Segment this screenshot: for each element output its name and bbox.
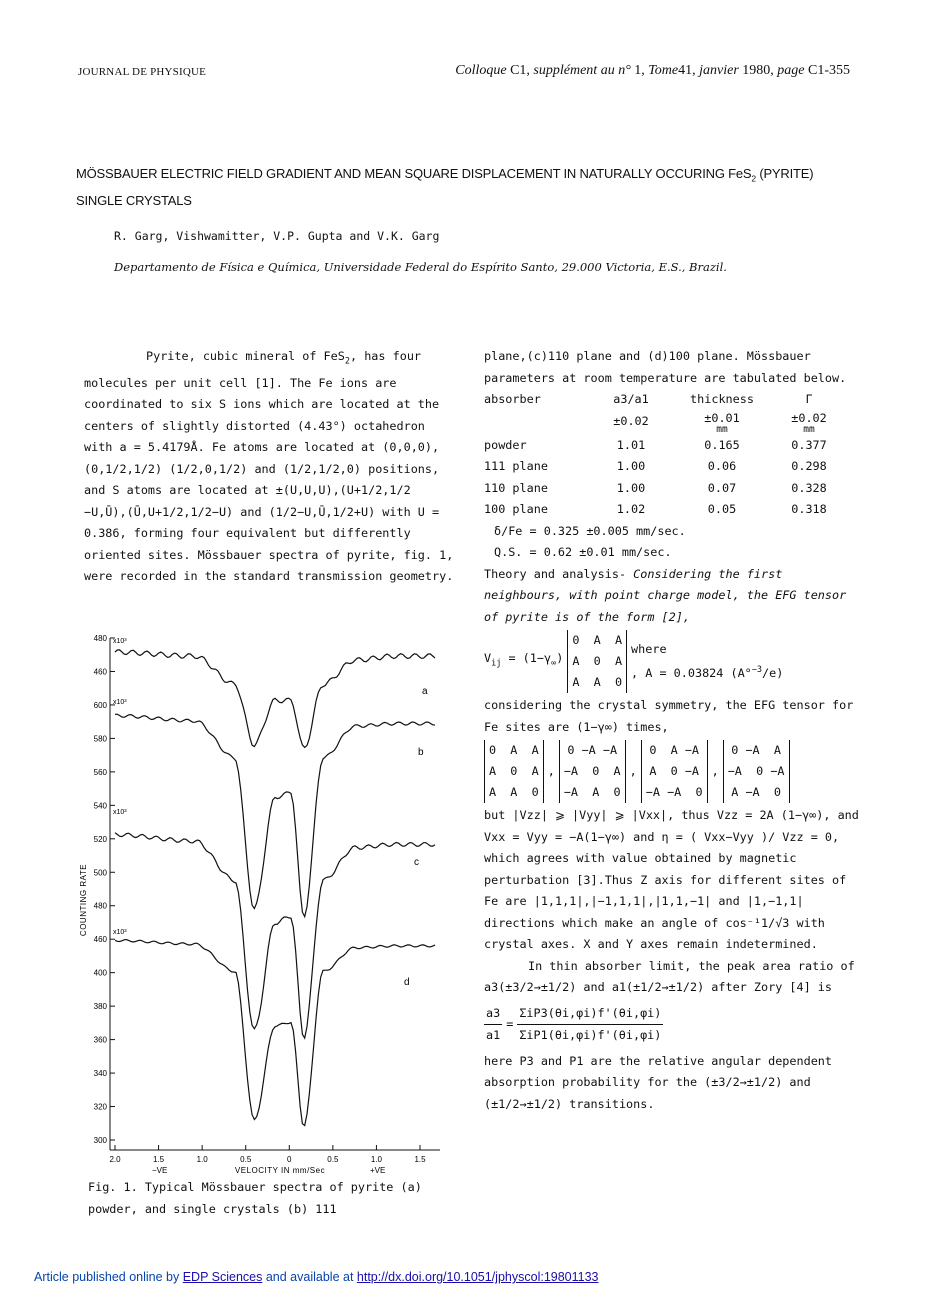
scale-label: x10³ xyxy=(113,699,127,706)
y-tick-label: 380 xyxy=(93,1002,107,1012)
symmetry-paragraph: considering the crystal symmetry, the EFG tensor for Fe sites are (1−γ∞) times, xyxy=(484,698,854,734)
site-matrix-1: 0 A A A 0 A A A 0 xyxy=(484,740,544,803)
curve-label: c xyxy=(414,857,419,868)
x-tick-label: 1.0 xyxy=(196,1155,208,1164)
y-tick-label: 600 xyxy=(93,700,107,710)
issue-info: Colloque C1, supplément au n° 1, Tome41, janvier 1980, page C1-355 xyxy=(455,63,850,78)
table-row: powder 1.01 0.165 0.377 xyxy=(484,437,827,452)
table-header: thickness xyxy=(690,392,754,406)
left-column xyxy=(84,346,456,588)
right-column xyxy=(484,346,864,1115)
isomer-shift: δ/Fe = 0.325 ±0.005 mm/sec. xyxy=(494,523,686,538)
quadrupole-splitting: Q.S. = 0.62 ±0.01 mm/sec. xyxy=(494,545,672,559)
x-tick-label: 1.5 xyxy=(153,1155,165,1164)
table-header: absorber xyxy=(484,392,541,406)
doi-link[interactable]: http://dx.doi.org/10.1051/jphyscol:19801133 xyxy=(356,1270,599,1284)
y-tick-label: 460 xyxy=(93,935,107,945)
y-tick-label: 320 xyxy=(93,1102,107,1112)
scale-label: x10³ xyxy=(113,809,127,816)
y-tick-label: 340 xyxy=(93,1069,107,1079)
x-tick-label: 0.5 xyxy=(240,1155,252,1164)
site-tensors: 0 A A A 0 A A A 0 , 0 −A −A −A 0 A −A A 0 , 0 A −A A 0 −A −A −A 0 , 0 −A A −A 0 −A A −A 0 xyxy=(484,740,864,803)
parameter-table xyxy=(484,389,844,521)
affiliation: Departamento de Física e Química, Universidade Federal do Espírito Santo, 29.000 Victoria, E.S., Brazil. xyxy=(114,260,727,274)
results-paragraph: but |Vzz| ⩾ |Vyy| ⩾ |Vxx|, thus Vzz = 2A (1−γ∞), and Vxx = Vyy = −A(1−γ∞) and η = ( Vxx−Vyy )/ Vzz = 0, which agrees with value obtained by magnetic perturbation [3].Thus Z axis for different sites of Fe are |1,1,1|,|−1,1,1|,|1,1,−1| and |1,−1,1| directions which make an angle of cos⁻¹1/√3 with crystal axes. X and Y axes remain indetermined. xyxy=(484,808,859,951)
publisher-link[interactable]: EDP Sciences xyxy=(182,1270,263,1284)
spectrum-line-b xyxy=(115,714,435,916)
efg-tensor-equation: $V_{ij} = (1-\gamma_\infty)$ 0 A A A 0 A A A 0 where , A = 0.03824 (A°$^{-3}$/e) xyxy=(484,630,864,693)
mossbauer-spectra-chart xyxy=(80,630,450,1175)
y-tick-label: 480 xyxy=(93,634,107,643)
intro-continued: plane,(c)110 plane and (d)100 plane. Mössbauer parameters at room temperature are tabulated below. xyxy=(484,349,847,385)
x-label-left: −VE xyxy=(152,1166,168,1175)
figure-caption: Fig. 1. Typical Mössbauer spectra of pyrite (a) powder, and single crystals (b) 111 xyxy=(88,1180,422,1216)
site-matrix-2: 0 −A −A −A 0 A −A A 0 xyxy=(559,740,626,803)
spectrum-line-c xyxy=(115,833,435,1038)
spectrum-line-d xyxy=(115,940,435,1126)
paper-title: MÖSSBAUER ELECTRIC FIELD GRADIENT AND MEAN SQUARE DISPLACEMENT IN NATURALLY OCCURING FeS$_2$ (PYRITE) SINGLE CRYSTALS xyxy=(76,166,814,208)
site-matrix-3: 0 A −A A 0 −A −A −A 0 xyxy=(641,740,708,803)
figure-1 xyxy=(80,630,450,1179)
spectrum-line-a xyxy=(115,650,435,748)
table-header-row xyxy=(484,389,844,411)
x-tick-label: 0.5 xyxy=(327,1155,339,1164)
x-tick-label: 1.0 xyxy=(370,1155,382,1164)
x-tick-label: 0 xyxy=(287,1155,292,1164)
x-label-right: +VE xyxy=(370,1166,386,1175)
x-axis-label: VELOCITY IN mm/Sec xyxy=(234,1166,326,1175)
y-tick-label: 300 xyxy=(93,1136,107,1145)
scale-label: x10³ xyxy=(113,638,127,645)
y-tick-label: 580 xyxy=(93,734,107,744)
theory-paragraph: Theory and analysis- Considering the first neighbours, with point charge model, the EFG tensor of pyrite is of the form [2], xyxy=(484,566,847,624)
journal-name: JOURNAL DE PHYSIQUE xyxy=(78,66,207,78)
y-axis-label: COUNTING RATE xyxy=(79,863,88,937)
intro-paragraph: Pyrite, cubic mineral of FeS$_2$, has four molecules per unit cell [1]. The Fe ions are coordinated to six S ions which are located at the centers of slightly distorted (4.43°) octahedron with a = 5.4179Å. Fe atoms are located at (0,0,0),(0,1/2,1/2) (1/2,0,1/2) and (1/2,1/2,0) positions, and S atoms are located at ±(U,U,U),(U+1/2,1/2 −U,Ū),(Ū,U+1/2,1/2−U) and (1/2−U,Ū,1/2+U) with U = 0.386, forming four equivalent but differently oriented sites. Mössbauer spectra of pyrite, fig. 1, were recorded in the standard transmission geometry. xyxy=(84,349,454,584)
y-tick-label: 500 xyxy=(93,868,107,878)
thin-absorber-paragraph: In thin absorber limit, the peak area ratio of a3(±3/2→±1/2) and a1(±1/2→±1/2) after Zory [4] is xyxy=(484,958,855,994)
curve-label: b xyxy=(418,747,424,758)
table-header: Γ xyxy=(805,392,813,406)
table-row: 100 plane 1.02 0.05 0.318 xyxy=(484,502,827,516)
authors: R. Garg, Vishwamitter, V.P. Gupta and V.K. Garg xyxy=(114,229,440,243)
x-tick-label: 2.0 xyxy=(109,1155,121,1164)
scale-label: x10³ xyxy=(113,929,127,936)
y-tick-label: 360 xyxy=(93,1035,107,1045)
y-tick-label: 540 xyxy=(93,801,107,811)
y-tick-label: 400 xyxy=(93,968,107,978)
y-tick-label: 480 xyxy=(93,901,107,911)
curve-label: d xyxy=(404,977,410,988)
footer: Article published online by EDP Sciences and available at http://dx.doi.org/10.1051/jphyscol:19801133 xyxy=(34,1270,599,1284)
table-row: 111 plane 1.00 0.06 0.298 xyxy=(484,459,827,473)
x-tick-label: 1.5 xyxy=(414,1155,426,1164)
y-tick-label: 460 xyxy=(93,667,107,677)
y-tick-label: 560 xyxy=(93,767,107,777)
table-header: a3/a1 xyxy=(613,392,649,406)
site-matrix-4: 0 −A A −A 0 −A A −A 0 xyxy=(723,740,790,803)
y-tick-label: 520 xyxy=(93,834,107,844)
curve-label: a xyxy=(422,686,428,697)
peak-ratio-equation: $\frac{a3}{a1}$ = $\frac{\text{ΣiP3(θi,φi)f'(θi,φi)}}{\text{ΣiP1(θi,φi)f'(θi,φi)}}$ xyxy=(484,1003,864,1047)
table-error-row: ±0.02 ±0.01 mm ±0.02 mm xyxy=(613,410,827,435)
table-row: 110 plane 1.00 0.07 0.328 xyxy=(484,480,827,495)
efg-matrix: 0 A A A 0 A A A 0 xyxy=(567,630,627,693)
closing-paragraph: here P3 and P1 are the relative angular dependent absorption probability for the (±3/2→±1/2) and (±1/2→±1/2) transitions. xyxy=(484,1053,833,1111)
